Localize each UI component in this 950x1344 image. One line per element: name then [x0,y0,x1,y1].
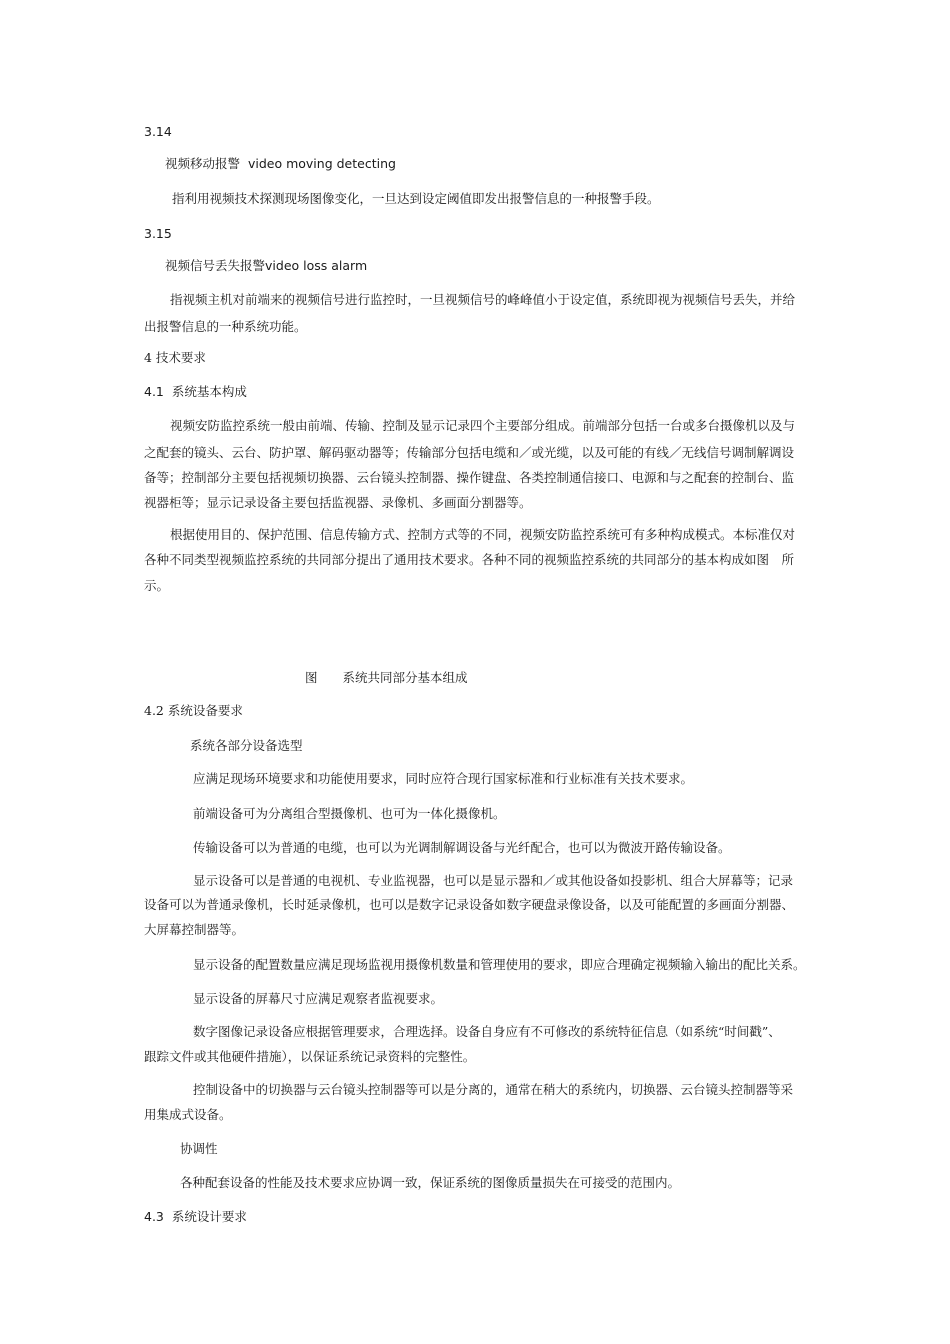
definition-3-15-line-1: 指视频主机对前端来的视频信号进行监控时，一旦视频信号的峰峰值小于设定值，系统即视为视频信号丢失，并给 [170,292,796,307]
subheading-equipment-selection: 系统各部分设备选型 [190,738,303,753]
definition-3-14: 指利用视频技术探测现场图像变化，一旦达到设定阈值即发出报警信息的一种报警手段。 [172,191,660,206]
term-en: video loss alarm [265,258,368,273]
section-number: 4.1 [144,384,164,399]
section-number-3-14: 3.14 [144,124,172,139]
item-digital-record-line-2: 跟踪文件或其他硬件措施），以保证系统记录资料的完整性。 [144,1049,476,1064]
paragraph-4-1-b-line-1: 根据使用目的、保护范围、信息传输方式、控制方式等的不同，视频安防监控系统可有多种构成模式。本标准仅对 [170,527,796,542]
section-heading-4-1 [144,384,247,400]
section-number: 4.3 [144,1209,164,1224]
section-heading-4-2: 4.2 系统设备要求 [144,703,243,718]
item-display-line-1: 显示设备可以是普通的电视机、专业监视器，也可以是显示器和／或其他设备如投影机、组合大屏幕等；记录 [193,873,794,888]
term-cn: 视频移动报警 [165,156,241,171]
term-en: video moving detecting [247,156,396,171]
section-heading-4-3 [144,1209,247,1225]
section-title: 系统基本构成 [171,384,247,399]
definition-3-15-line-2: 出报警信息的一种系统功能。 [144,319,307,334]
section-title: 系统设计要求 [171,1209,247,1224]
paragraph-4-1-a-line-1: 视频安防监控系统一般由前端、传输、控制及显示记录四个主要部分组成。前端部分包括一台或多台摄像机以及与 [170,418,796,433]
paragraph-4-1-b-line-3: 示。 [144,578,170,593]
item-requirements: 应满足现场环境要求和功能使用要求，同时应符合现行国家标准和行业标准有关技术要求。 [193,771,694,786]
item-digital-record-line-1: 数字图像记录设备应根据管理要求，合理选择。设备自身应有不可修改的系统特征信息（如系统“时间戳”、 [193,1024,781,1039]
item-coordination: 各种配套设备的性能及技术要求应协调一致，保证系统的图像质量损失在可接受的范围内。 [180,1175,681,1190]
paragraph-4-1-b-line-2: 各种不同类型视频监控系统的共同部分提出了通用技术要求。各种不同的视频监控系统的共同部分的基本构成如图 所 [144,552,795,567]
paragraph-4-1-a-line-4: 视器柜等；显示记录设备主要包括监视器、录像机、多画面分割器等。 [144,495,532,510]
term-cn: 视频信号丢失报警 [165,258,266,273]
item-display-size: 显示设备的屏幕尺寸应满足观察者监视要求。 [193,991,444,1006]
figure-caption: 图 系统共同部分基本组成 [305,670,468,685]
item-display-line-2: 设备可以为普通录像机，长时延录像机，也可以是数字记录设备如数字硬盘录像设备，以及可能配置的多画面分割器、 [144,897,795,912]
item-front-end: 前端设备可为分离组合型摄像机、也可为一体化摄像机。 [193,806,506,821]
item-control-line-1: 控制设备中的切换器与云台镜头控制器等可以是分离的，通常在稍大的系统内，切换器、云台镜头控制器等采 [193,1082,794,1097]
section-number-3-15: 3.15 [144,226,172,241]
term-video-moving-detecting [165,156,396,172]
paragraph-4-1-a-line-2: 之配套的镜头、云台、防护罩、解码驱动器等；传输部分包括电缆和／或光缆，以及可能的有线／无线信号调制解调设 [144,445,795,460]
subheading-coordination: 协调性 [180,1141,218,1156]
item-display-line-3: 大屏幕控制器等。 [144,922,245,937]
item-control-line-2: 用集成式设备。 [144,1107,232,1122]
paragraph-4-1-a-line-3: 备等；控制部分主要包括视频切换器、云台镜头控制器、操作键盘、各类控制通信接口、电源和与之配套的控制台、监 [144,470,795,485]
section-heading-4: 4 技术要求 [144,350,206,365]
term-video-loss-alarm [165,258,367,274]
item-transmission: 传输设备可以为普通的电缆，也可以为光调制解调设备与光纤配合，也可以为微波开路传输设备。 [193,840,731,855]
item-display-quantity: 显示设备的配置数量应满足现场监视用摄像机数量和管理使用的要求，即应合理确定视频输入输出的配比关系。 [193,957,806,972]
